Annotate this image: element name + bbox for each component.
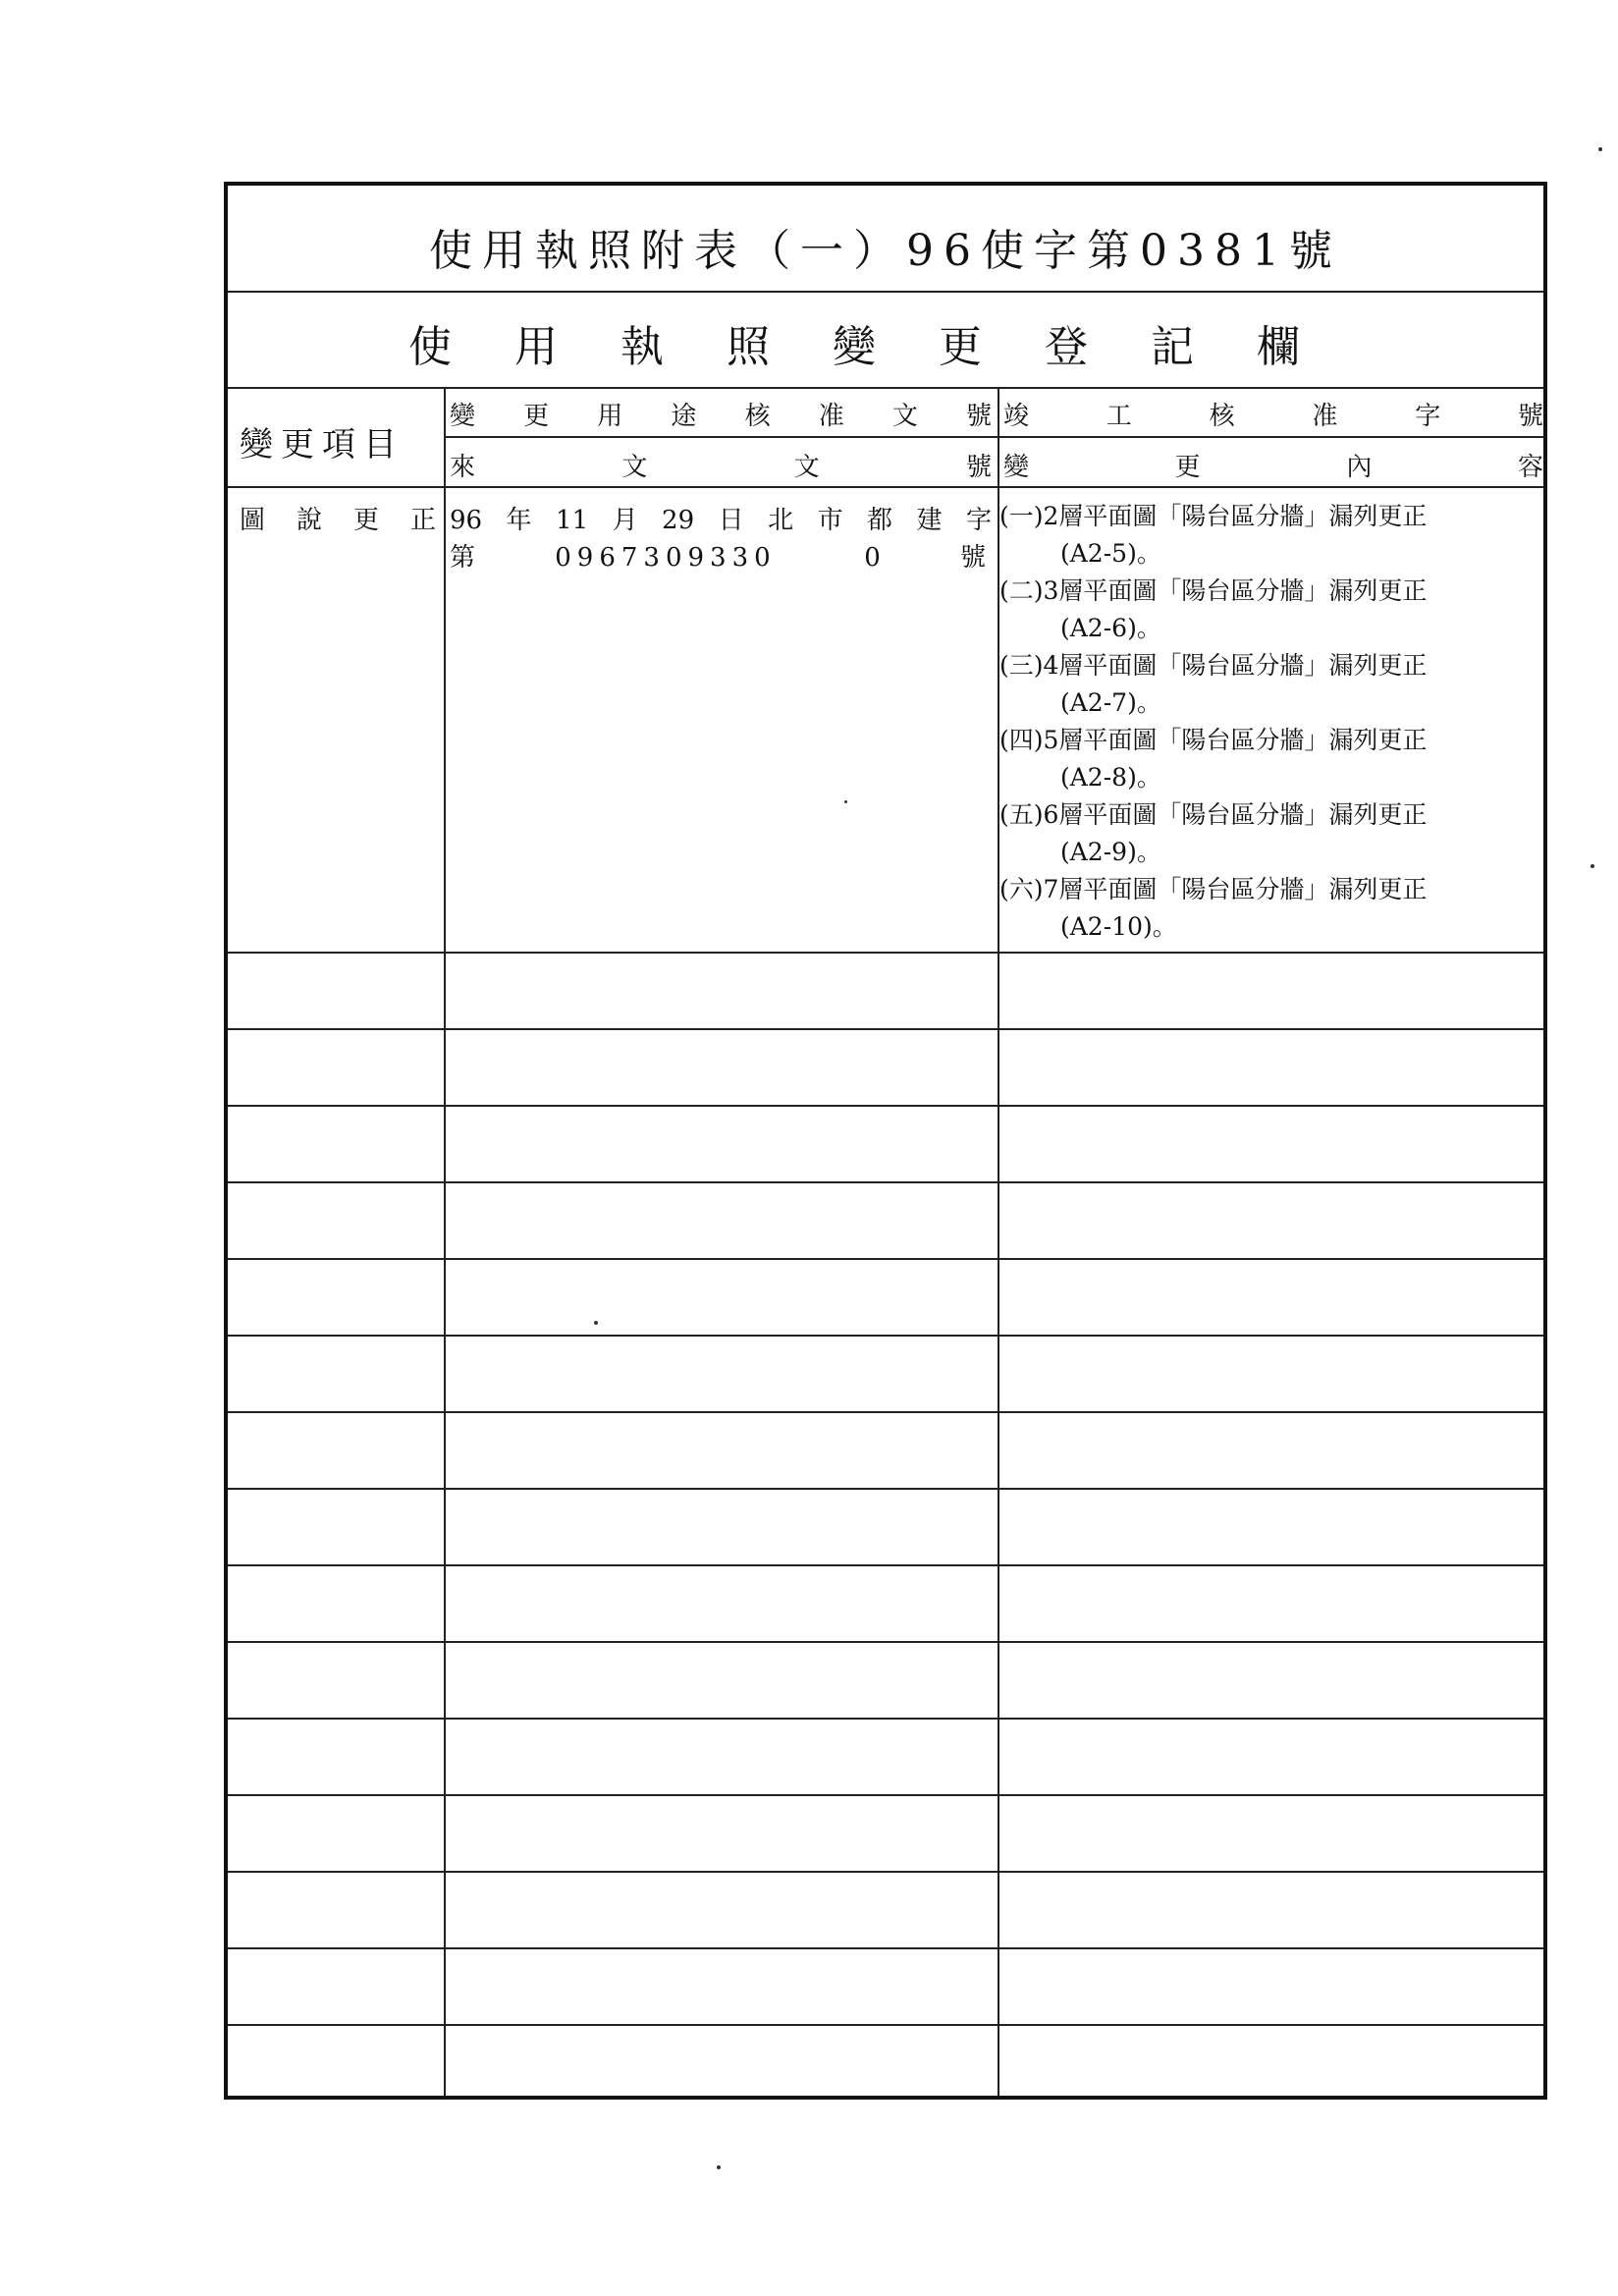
- divider: [446, 436, 1543, 438]
- scan-speck: [717, 2165, 721, 2169]
- scan-speck: [844, 800, 847, 803]
- form-title: 使用執照附表（一）96使字第0381號: [429, 226, 1342, 276]
- row-divider: [228, 952, 1543, 954]
- entry-reference-line2: 第0967309330 0號: [450, 543, 992, 573]
- column-item-header: 變更項目: [240, 425, 404, 465]
- row-divider: [228, 1564, 1543, 1566]
- change-item: (三)4層平面圖「陽台區分牆」漏列更正 (A2-7)。: [999, 651, 1428, 717]
- row-divider: [228, 1258, 1543, 1260]
- entry-reference-line1: 96年11月29日北市都建字: [450, 506, 992, 535]
- change-item: (五)6層平面圖「陽台區分牆」漏列更正 (A2-9)。: [999, 800, 1428, 866]
- row-divider: [228, 1794, 1543, 1796]
- scan-speck: [1591, 864, 1594, 868]
- scan-speck: [1598, 147, 1602, 151]
- row-divider: [228, 1871, 1543, 1873]
- row-divider: [228, 1411, 1543, 1413]
- change-item: (四)5層平面圖「陽台區分牆」漏列更正 (A2-8)。: [999, 726, 1428, 792]
- divider: [228, 291, 1543, 293]
- change-item: (一)2層平面圖「陽台區分牆」漏列更正 (A2-5)。: [999, 502, 1428, 568]
- divider: [228, 387, 1543, 389]
- entry-item: 圖說更正: [240, 506, 436, 535]
- column-divider: [444, 387, 446, 2096]
- row-divider: [228, 1181, 1543, 1183]
- row-divider: [228, 2024, 1543, 2026]
- row-divider: [228, 1947, 1543, 1949]
- scan-speck: [594, 1321, 598, 1325]
- column-source-header: 來文文號: [450, 453, 992, 482]
- change-content-list: [999, 498, 1549, 946]
- row-divider: [228, 1028, 1543, 1030]
- column-approval-header: 變更用途核准文號: [450, 402, 992, 431]
- change-item: (六)7層平面圖「陽台區分牆」漏列更正 (A2-10)。: [999, 875, 1428, 941]
- row-divider: [228, 1335, 1543, 1337]
- divider: [228, 486, 1543, 488]
- row-divider: [228, 1718, 1543, 1720]
- row-divider: [228, 1641, 1543, 1643]
- column-completion-header: 竣工核准字號: [1003, 402, 1543, 431]
- change-item: (二)3層平面圖「陽台區分牆」漏列更正 (A2-6)。: [999, 576, 1428, 642]
- column-content-header: 變更內容: [1003, 453, 1543, 482]
- registration-form: [224, 182, 1547, 2100]
- form-subtitle: 使用執照變更登記欄: [408, 322, 1363, 372]
- row-divider: [228, 1105, 1543, 1107]
- row-divider: [228, 1488, 1543, 1490]
